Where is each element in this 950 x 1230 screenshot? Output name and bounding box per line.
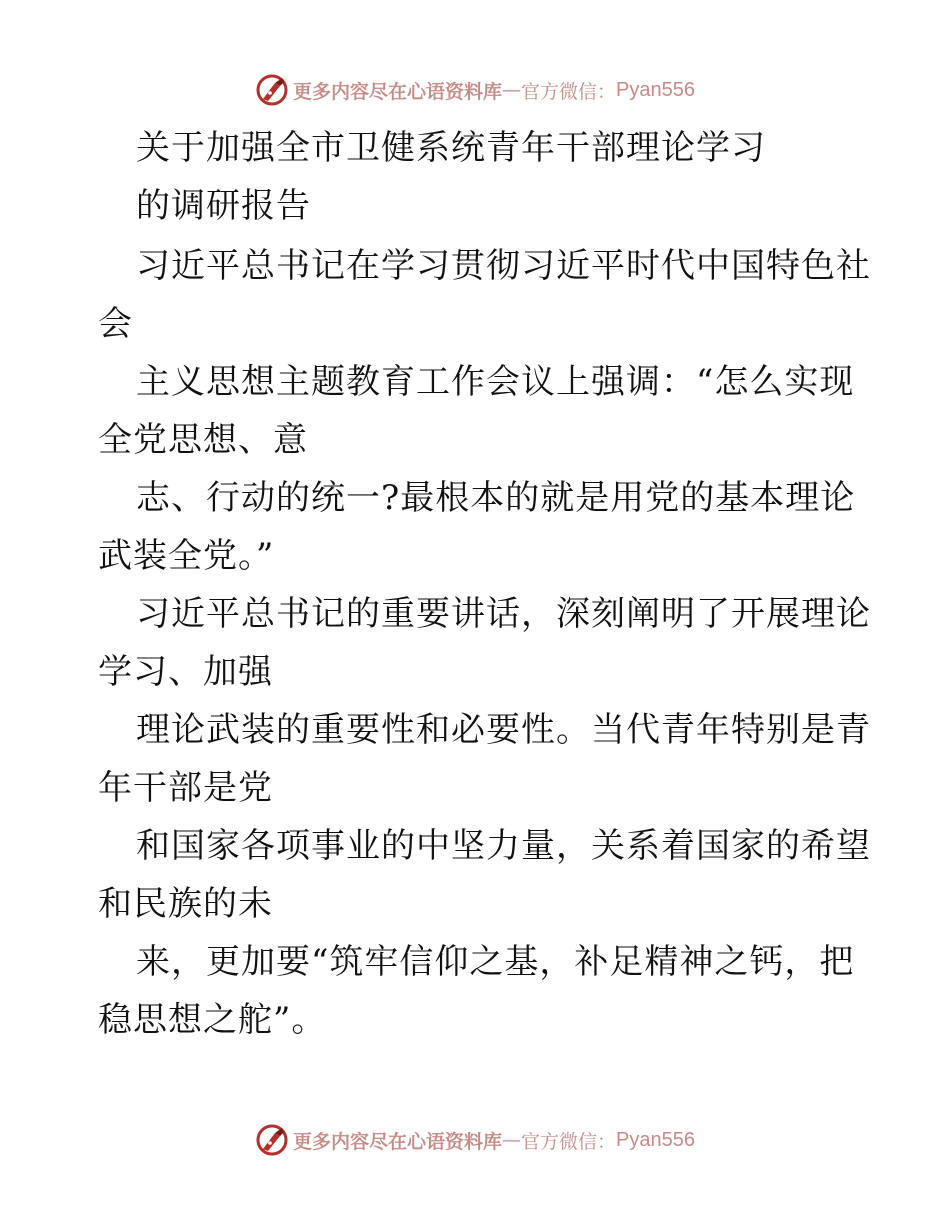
paragraph-line: 会: [98, 304, 133, 344]
watermark-wechat-id: Pyan556: [616, 1128, 695, 1151]
watermark-dash: —: [502, 79, 522, 101]
paragraph-line: 和民族的未: [98, 884, 273, 924]
title-line-1: 关于加强全市卫健系统青年干部理论学习: [136, 128, 766, 168]
watermark-wechat-id: Pyan556: [616, 78, 695, 101]
footer-watermark: [0, 1120, 950, 1160]
watermark-main-text: 更多内容尽在心语资料库: [293, 80, 503, 103]
paragraph-line: 志、行动的统一?最根本的就是用党的基本理论: [136, 478, 856, 518]
watermark-sub-text: 官方微信：: [521, 80, 617, 103]
header-watermark: [0, 70, 950, 110]
paragraph-line: 稳思想之舵”。: [98, 1000, 327, 1040]
paragraph-line: 理论武装的重要性和必要性。当代青年特别是青: [136, 710, 871, 750]
paragraph-line: 武装全党。”: [98, 536, 275, 576]
paragraph-line: 来，更加要“筑牢信仰之基，补足精神之钙，把: [136, 942, 855, 982]
paragraph-line: 主义思想主题教育工作会议上强调：“怎么实现: [136, 362, 855, 402]
paragraph-line: 学习、加强: [98, 652, 273, 692]
pen-nib-logo-icon: [255, 1123, 289, 1157]
paragraph-line: 和国家各项事业的中坚力量，关系着国家的希望: [136, 826, 871, 866]
paragraph-line: 习近平总书记的重要讲话，深刻阐明了开展理论: [136, 594, 871, 634]
paragraph-line: 全党思想、意: [98, 420, 308, 460]
watermark-main-text: 更多内容尽在心语资料库: [293, 1130, 503, 1153]
paragraph-line: 习近平总书记在学习贯彻习近平时代中国特色社: [136, 246, 871, 286]
title-line-2: 的调研报告: [136, 186, 311, 226]
pen-nib-logo-icon: [255, 73, 289, 107]
watermark-dash: —: [502, 1129, 522, 1151]
paragraph-line: 年干部是党: [98, 768, 273, 808]
watermark-sub-text: 官方微信：: [521, 1130, 617, 1153]
